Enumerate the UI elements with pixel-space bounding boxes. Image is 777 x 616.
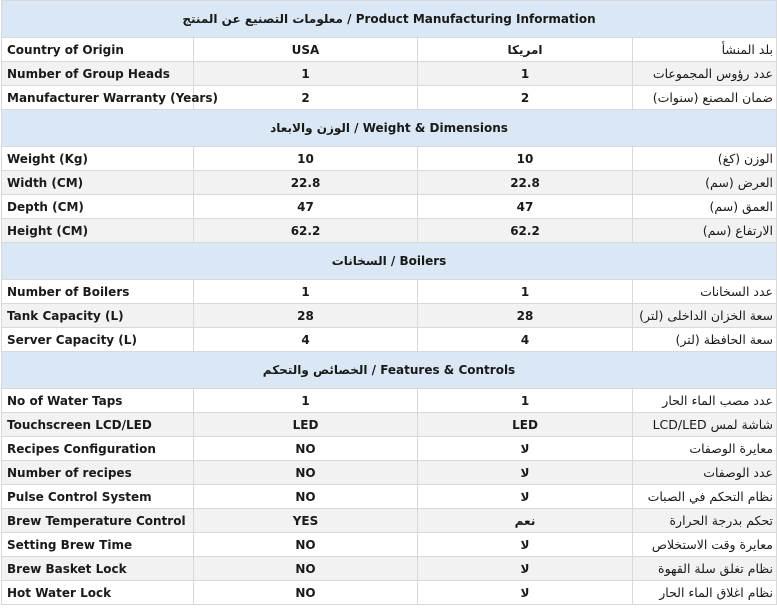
row-value-ar: لا xyxy=(418,533,633,557)
row-label-en: Brew Basket Lock xyxy=(2,557,194,581)
row-label-en: Depth (CM) xyxy=(2,195,194,219)
row-value-en: NO xyxy=(194,533,418,557)
row-label-en: Pulse Control System xyxy=(2,485,194,509)
table-row xyxy=(2,461,777,485)
row-label-ar: بلد المنشأ xyxy=(633,38,777,62)
row-label-en: Setting Brew Time xyxy=(2,533,194,557)
table-row xyxy=(2,195,777,219)
row-value-en: 4 xyxy=(194,328,418,352)
row-label-en: Height (CM) xyxy=(2,219,194,243)
table-row xyxy=(2,581,777,605)
section-header xyxy=(2,352,777,389)
row-value-ar: 2 xyxy=(418,86,633,110)
row-value-ar: لا xyxy=(418,437,633,461)
row-label-en: Tank Capacity (L) xyxy=(2,304,194,328)
row-label-en: Hot Water Lock xyxy=(2,581,194,605)
row-value-ar: لا xyxy=(418,461,633,485)
row-label-en: Weight (Kg) xyxy=(2,147,194,171)
table-row xyxy=(2,509,777,533)
section-title: معلومات التصنيع عن المنتج / Product Manufacturing Information xyxy=(2,1,777,38)
row-label-en: Server Capacity (L) xyxy=(2,328,194,352)
row-value-ar: لا xyxy=(418,485,633,509)
row-value-ar: لا xyxy=(418,557,633,581)
row-label-en: Width (CM) xyxy=(2,171,194,195)
row-label-ar: نظام اغلاق الماء الحار xyxy=(633,581,777,605)
row-label-ar: عدد الوصفات xyxy=(633,461,777,485)
row-label-ar: تحكم بدرجة الحرارة xyxy=(633,509,777,533)
spec-table-body xyxy=(2,1,777,605)
row-label-ar: عدد مصب الماء الحار xyxy=(633,389,777,413)
row-label-en: Recipes Configuration xyxy=(2,437,194,461)
row-value-en: 22.8 xyxy=(194,171,418,195)
row-value-en: 62.2 xyxy=(194,219,418,243)
row-label-en: Country of Origin xyxy=(2,38,194,62)
row-label-ar: شاشة لمس LCD/LED xyxy=(633,413,777,437)
row-value-ar: 22.8 xyxy=(418,171,633,195)
table-row xyxy=(2,413,777,437)
table-row xyxy=(2,147,777,171)
row-value-en: NO xyxy=(194,485,418,509)
section-title: الخصائص والتحكم / Features & Controls xyxy=(2,352,777,389)
row-value-en: 1 xyxy=(194,280,418,304)
table-row xyxy=(2,38,777,62)
row-value-ar: 28 xyxy=(418,304,633,328)
row-label-ar: سعة الحافظة (لتر) xyxy=(633,328,777,352)
table-row xyxy=(2,485,777,509)
table-row xyxy=(2,437,777,461)
row-value-ar: 4 xyxy=(418,328,633,352)
row-value-en: NO xyxy=(194,581,418,605)
table-row xyxy=(2,557,777,581)
row-value-ar: 10 xyxy=(418,147,633,171)
table-row xyxy=(2,304,777,328)
row-label-ar: ضمان المصنع (سنوات) xyxy=(633,86,777,110)
row-value-ar: امريكا xyxy=(418,38,633,62)
table-row xyxy=(2,280,777,304)
row-label-ar: العمق (سم) xyxy=(633,195,777,219)
section-header xyxy=(2,110,777,147)
section-header xyxy=(2,243,777,280)
table-row xyxy=(2,219,777,243)
row-label-ar: سعة الخزان الداخلى (لتر) xyxy=(633,304,777,328)
row-value-en: 10 xyxy=(194,147,418,171)
row-value-ar: LED xyxy=(418,413,633,437)
row-value-en: YES xyxy=(194,509,418,533)
row-value-en: NO xyxy=(194,557,418,581)
row-value-en: 47 xyxy=(194,195,418,219)
section-header xyxy=(2,1,777,38)
row-value-ar: 1 xyxy=(418,280,633,304)
row-label-ar: معايرة الوصفات xyxy=(633,437,777,461)
row-label-en: Number of Group Heads xyxy=(2,62,194,86)
table-row xyxy=(2,389,777,413)
row-value-ar: 62.2 xyxy=(418,219,633,243)
row-label-en: No of Water Taps xyxy=(2,389,194,413)
table-row xyxy=(2,62,777,86)
row-value-ar: نعم xyxy=(418,509,633,533)
row-label-ar: نظام تغلق سلة القهوة xyxy=(633,557,777,581)
row-label-ar: نظام التحكم في الصبات xyxy=(633,485,777,509)
row-label-en: Number of recipes xyxy=(2,461,194,485)
table-row xyxy=(2,533,777,557)
row-label-ar: عدد رؤوس المجموعات xyxy=(633,62,777,86)
row-label-en: Manufacturer Warranty (Years) xyxy=(2,86,194,110)
row-value-en: 1 xyxy=(194,389,418,413)
spec-table xyxy=(1,0,777,605)
row-value-en: LED xyxy=(194,413,418,437)
row-label-ar: العرض (سم) xyxy=(633,171,777,195)
row-label-ar: عدد السخانات xyxy=(633,280,777,304)
row-value-en: 1 xyxy=(194,62,418,86)
row-value-en: 2 xyxy=(194,86,418,110)
row-value-ar: 47 xyxy=(418,195,633,219)
row-value-ar: 1 xyxy=(418,389,633,413)
table-row xyxy=(2,86,777,110)
row-value-ar: لا xyxy=(418,581,633,605)
row-label-ar: معايرة وقت الاستخلاص xyxy=(633,533,777,557)
row-value-en: 28 xyxy=(194,304,418,328)
section-title: السخانات / Boilers xyxy=(2,243,777,280)
section-title: الوزن والابعاد / Weight & Dimensions xyxy=(2,110,777,147)
row-value-en: NO xyxy=(194,461,418,485)
table-row xyxy=(2,171,777,195)
row-label-ar: الوزن (كغ) xyxy=(633,147,777,171)
row-value-en: USA xyxy=(194,38,418,62)
row-value-en: NO xyxy=(194,437,418,461)
row-label-ar: الارتفاع (سم) xyxy=(633,219,777,243)
row-value-ar: 1 xyxy=(418,62,633,86)
row-label-en: Number of Boilers xyxy=(2,280,194,304)
row-label-en: Brew Temperature Control xyxy=(2,509,194,533)
table-row xyxy=(2,328,777,352)
row-label-en: Touchscreen LCD/LED xyxy=(2,413,194,437)
